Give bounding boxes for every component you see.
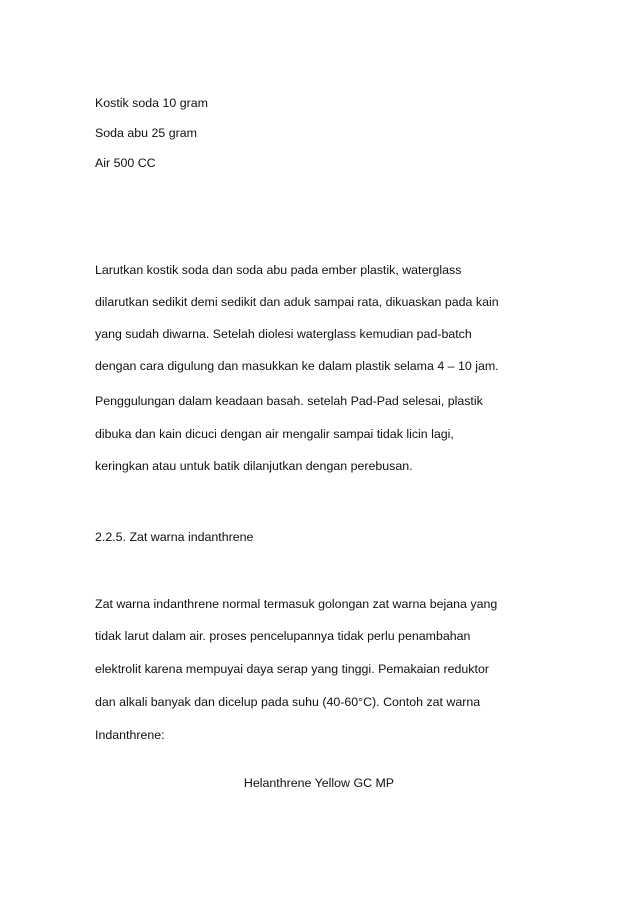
paragraph-line: keringkan atau untuk batik dilanjutkan dengan perebusan. — [95, 459, 413, 473]
paragraph-line: dilarutkan sedikit demi sedikit dan aduk sampai rata, dikuaskan pada kain — [95, 295, 499, 309]
paragraph-line: tidak larut dalam air. proses pencelupannya tidak perlu penambahan — [95, 629, 471, 643]
ingredient-line: Soda abu 25 gram — [95, 126, 197, 140]
ingredient-line: Kostik soda 10 gram — [95, 96, 208, 110]
paragraph-line: Zat warna indanthrene normal termasuk golongan zat warna bejana yang — [95, 597, 498, 611]
paragraph-line: dengan cara digulung dan masukkan ke dalam plastik selama 4 – 10 jam. — [95, 359, 499, 373]
paragraph-line: Larutkan kostik soda dan soda abu pada ember plastik, waterglass — [95, 263, 462, 277]
paragraph-line: Indanthrene: — [95, 728, 165, 742]
example-dye-name: Helanthrene Yellow GC MP — [243, 776, 395, 790]
paragraph-line: dibuka dan kain dicuci dengan air mengalir sampai tidak licin lagi, — [95, 427, 454, 441]
paragraph-line: elektrolit karena mempuyai daya serap yang tinggi. Pemakaian reduktor — [95, 662, 489, 676]
paragraph-line: dan alkali banyak dan dicelup pada suhu (40-60°C). Contoh zat warna — [95, 695, 481, 709]
paragraph-line: yang sudah diwarna. Setelah diolesi waterglass kemudian pad-batch — [95, 327, 472, 341]
section-heading: 2.2.5. Zat warna indanthrene — [95, 530, 254, 544]
ingredient-line: Air 500 CC — [95, 156, 156, 170]
paragraph-line: Penggulungan dalam keadaan basah. setelah Pad-Pad selesai, plastik — [95, 394, 483, 408]
